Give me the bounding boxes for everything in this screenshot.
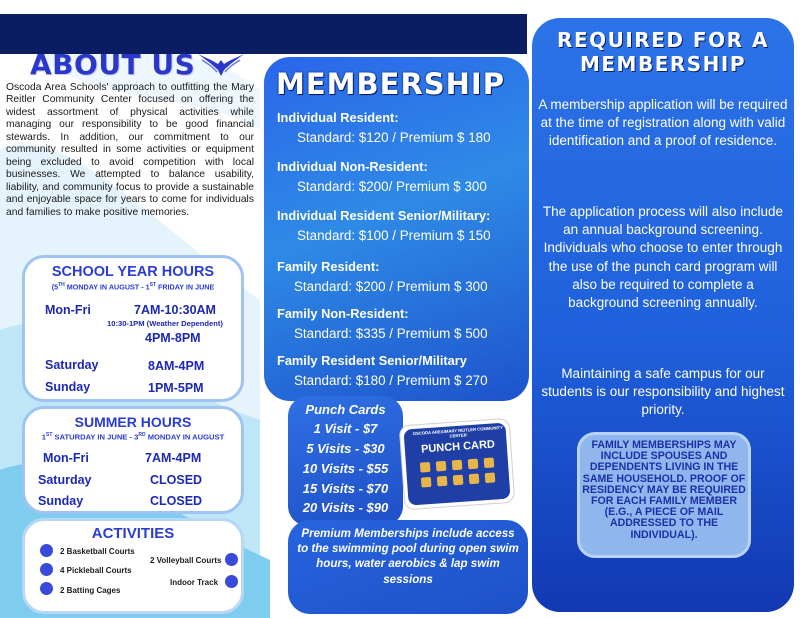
premium-text: Premium Memberships include access to the swimming pool during open swim hours, water aerobics & lap swim sessions xyxy=(297,527,519,586)
required-paragraph: A membership application will be required at the time of registration along with valid identification and a proof of residence. xyxy=(538,97,788,149)
punch-cards-title: Punch Cards xyxy=(305,402,386,417)
hours-time: CLOSED xyxy=(150,494,203,508)
hours-time: 4PM-8PM xyxy=(145,331,201,345)
activities-title: ACTIVITIES xyxy=(91,525,175,542)
punch-card-option: 10 Visits - $55 xyxy=(302,461,389,476)
tier-price: Standard: $200 / Premium $ 300 xyxy=(294,279,488,294)
punch-card-label: PUNCH CARD xyxy=(420,438,496,456)
family-note-text: FAMILY MEMBERSHIPS MAY INCLUDE SPOUSES AND DEPENDENTS LIVING IN THE SAME HOUSEHOLD. PROOF OF RESIDENCY MAY BE REQUIRED FOR EACH FAMILY MEMBER (E.G., A PIECE OF MAIL ADDRESSED TO THE INDIVIDUAL). xyxy=(582,439,746,541)
hours-day: Saturday xyxy=(45,358,99,372)
tier-price: Standard: $120 / Premium $ 180 xyxy=(297,130,491,145)
hours-time: 7AM-10:30AM xyxy=(134,303,216,317)
punch-card-option: 15 Visits - $70 xyxy=(302,481,389,496)
tier-name: Individual Resident Senior/Military: xyxy=(277,208,491,223)
school-hours-panel xyxy=(22,255,244,402)
tier-name: Family Non-Resident: xyxy=(277,306,409,321)
bullet-icon xyxy=(225,553,238,566)
tier-name: Family Resident: xyxy=(277,259,380,274)
activity-item: 2 Basketball Courts xyxy=(60,547,135,556)
tier-name: Individual Non-Resident: xyxy=(277,159,428,174)
activity-item: 2 Batting Cages xyxy=(60,586,121,595)
required-paragraph: Maintaining a safe campus for our students is our responsibility and highest priority. xyxy=(541,366,785,418)
required-title: REQUIRED FOR A MEMBERSHIP xyxy=(557,28,769,76)
membership-title: MEMBERSHIP xyxy=(276,67,505,101)
punch-card-header: OSCODA AREA/MARY REITLER COMMUNITY CENTER xyxy=(412,424,504,439)
punch-card-option: 1 Visit - $7 xyxy=(313,421,378,436)
about-title: ABOUT US xyxy=(30,48,196,81)
tier-price: Standard: $180 / Premium $ 270 xyxy=(294,373,488,388)
hours-time: 10:30-1PM (Weather Dependent) xyxy=(107,319,223,328)
bullet-icon xyxy=(40,544,53,557)
activity-item: Indoor Track xyxy=(170,578,219,587)
summer-hours-subtitle: 1ST SATURDAY IN JUNE - 3RD MONDAY IN AUGUST xyxy=(41,432,225,442)
tier-price: Standard: $335 / Premium $ 500 xyxy=(294,326,488,341)
bullet-icon xyxy=(40,563,53,576)
hours-day: Mon-Fri xyxy=(43,451,89,465)
tier-name: Individual Resident: xyxy=(277,110,399,125)
hours-day: Sunday xyxy=(45,380,91,394)
activities-panel xyxy=(22,518,244,614)
tier-price: Standard: $100 / Premium $ 150 xyxy=(297,228,491,243)
bullet-icon xyxy=(225,575,238,588)
about-paragraph: Oscoda Area Schools' approach to outfitting the Mary Reitler Community Center focused on offering the widest assortment of physical activities while managing our responsibility to be good financial stewards. In addition, our commitment to our community resulted in some activities or equipment being excluded to avoid competition with local businesses. We attempted to balance usability, liability, and community focus to provide a sustainable and enjoyable space for years to come for individuals and families to make positive memories. xyxy=(6,82,254,218)
hours-day: Sunday xyxy=(38,494,84,508)
summer-hours-panel xyxy=(22,406,244,514)
activity-item: 2 Volleyball Courts xyxy=(150,556,222,565)
activity-item: 4 Pickleball Courts xyxy=(60,566,132,575)
hours-time: CLOSED xyxy=(150,473,203,487)
eagle-logo-icon xyxy=(196,50,246,80)
hours-day: Mon-Fri xyxy=(45,303,91,317)
hours-day: Saturday xyxy=(38,473,92,487)
school-hours-subtitle: (5TH MONDAY IN AUGUST - 1ST FRIDAY IN JUNE xyxy=(51,282,215,292)
summer-hours-title: SUMMER HOURS xyxy=(74,414,192,430)
punch-card-option: 20 Visits - $90 xyxy=(302,500,389,515)
hours-time: 8AM-4PM xyxy=(148,359,205,373)
required-paragraph: The application process will also include an annual background screening. Individuals who choose to enter through the use of the punch card program will also be required to complete a background screening annually. xyxy=(542,204,784,311)
tier-price: Standard: $200/ Premium $ 300 xyxy=(297,179,487,194)
hours-time: 7AM-4PM xyxy=(145,451,202,465)
school-hours-title: SCHOOL YEAR HOURS xyxy=(51,264,215,280)
tier-name: Family Resident Senior/Military xyxy=(277,353,467,368)
punch-card-option: 5 Visits - $30 xyxy=(306,441,385,456)
bullet-icon xyxy=(40,582,53,595)
hours-time: 1PM-5PM xyxy=(148,381,204,395)
